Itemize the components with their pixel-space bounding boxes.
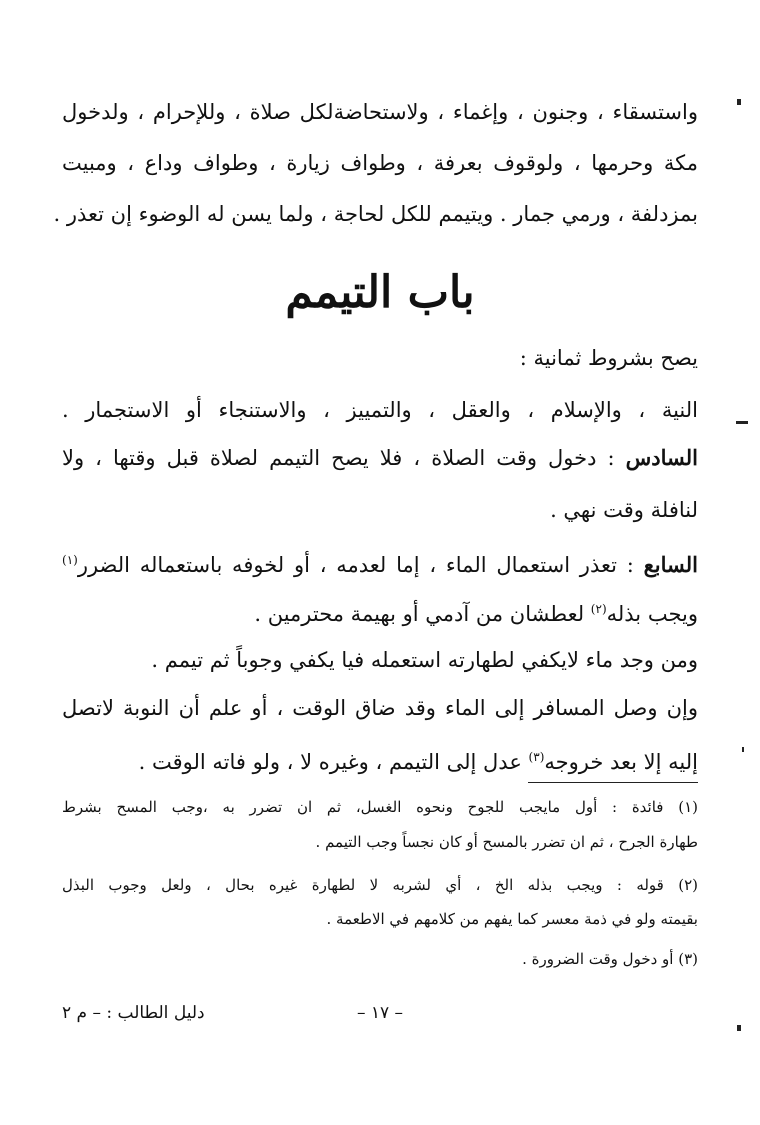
book-page [53,92,698,1082]
page-number: – ١٧ – [356,1003,404,1023]
traveler-line-1: وإن وصل المسافر إلى الماء وقد ضاق الوقت ، أو علم أن النوبة لاتصل [62,696,698,720]
water-paragraph: ومن وجد ماء لايكفي لطهارته استعمله فيا يكفي وجوباً ثم تيمم . [151,648,698,672]
footnote-1-line-1: (١) فائدة : أول مايجب للجوح ونحوه الغسل، ثم ان تضرر به ،وجب المسح بشرط [62,798,698,816]
conditions-line: النية ، والإسلام ، والعقل ، والتمييز ، والاستنجاء أو الاستجمار . [62,398,698,422]
footnote-2-line-2: بقيمته ولو في ذمة معسر كما يفهم من كلامهم في الاطعمة . [326,910,698,928]
traveler-text-2a: إليه إلا بعد خروجه [544,750,698,774]
sixth-condition-line-2: لنافلة وقت نهي . [550,498,698,522]
seventh-condition-line-1 [62,540,698,585]
footnote-ref-1: (١) [62,553,78,567]
sixth-text: : دخول وقت الصلاة ، فلا يصح التيمم لصلاة قبل وقتها ، ولا [62,446,615,470]
sixth-condition-line-1 [62,438,698,478]
margin-tick [742,747,744,752]
sixth-term: السادس [625,445,698,470]
footnote-divider [528,782,698,783]
margin-dot-top [737,99,741,105]
footnote-2-line-1: (٢) قوله : ويجب بذله الخ ، أي لشربه لا لطهارة غيره بحال ، ولعل وجوب البذل [62,876,698,894]
margin-dash [736,421,748,424]
body-line-2: مكة وحرمها ، ولوقوف بعرفة ، وطواف زيارة ، وطواف وداع ، ومبيت [62,151,698,175]
seventh-text: : تعذر استعمال الماء ، إما لعدمه ، أو لخوفه باستعماله الضرر [77,553,634,577]
body-line-1: واستسقاء ، وجنون ، وإغماء ، ولاستحاضةلكل صلاة ، وللإحرام ، ولدخول [62,100,698,124]
footnote-1-line-2: طهارة الجرح ، ثم ان تضرر بالمسح أو كان نجساً وجب التيمم . [315,833,698,851]
page-footer [62,998,698,1028]
footnote-ref-3: (٣) [528,750,545,764]
intro-line: يصح بشروط ثمانية : [519,346,698,370]
seventh-text-2a: ويجب بذله [606,602,698,626]
chapter-heading: باب التيمم [285,267,475,318]
printer-signature: دليل الطالب : – م ٢ [62,1003,205,1023]
seventh-condition-line-2 [62,589,698,634]
body-line-3: بمزدلفة ، ورمي جمار . ويتيمم للكل لحاجة ، ولما يسن له الوضوء إن تعذر . [53,202,698,226]
traveler-line-2 [62,737,698,782]
seventh-text-2b: لعطشان من آدمي أو بهيمة محترمين . [254,602,585,626]
margin-dot-bottom [737,1025,741,1031]
footnote-3-line-1: (٣) أو دخول وقت الضرورة . [522,950,698,968]
footnote-ref-2: (٢) [590,602,607,616]
traveler-text-2b: عدل إلى التيمم ، وغيره لا ، ولو فاته الوقت . [138,750,522,774]
seventh-term: السابع [643,552,698,577]
